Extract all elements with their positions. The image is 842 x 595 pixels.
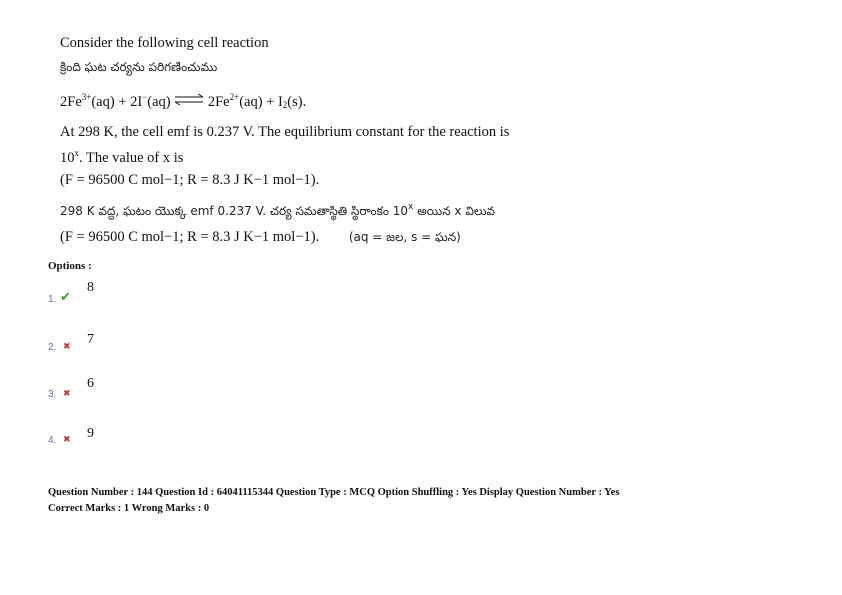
constants-telugu: (F = 96500 C mol−1; R = 8.3 J K−1 mol−1).: [60, 229, 320, 245]
equilibrium-base: 10: [60, 150, 75, 166]
equilibrium-exponent: x: [74, 148, 79, 158]
question-ask: . The value of x is: [79, 150, 184, 166]
option-value: 8: [87, 280, 94, 295]
check-icon: ✔: [60, 290, 71, 305]
reactant-iron3-charge: 3+: [81, 92, 92, 102]
question-text-line1: At 298 K, the cell emf is 0.237 V. The equilibrium constant for the reaction is: [60, 124, 510, 140]
cross-icon: ✖: [63, 435, 71, 445]
question-text-telugu-line1: [60, 204, 495, 221]
options-label: Options :: [48, 260, 92, 272]
cross-icon: ✖: [63, 389, 71, 399]
question-intro-telugu: క్రింది ఘట చర్యను పరిగణించుము: [60, 60, 218, 74]
question-text-line2: [60, 150, 183, 167]
option-value: 6: [87, 376, 94, 391]
iodine-subscript: 2: [282, 100, 288, 110]
product-iron2-charge: 2+: [229, 92, 240, 102]
telugu-exponent: x: [408, 202, 414, 212]
option-value: 7: [87, 332, 94, 347]
product-iron2: 2Fe: [207, 94, 230, 110]
constants-telugu-line: [60, 229, 461, 247]
option-number: 4.: [48, 435, 57, 446]
question-metadata: Question Number : 144 Question Id : 64041115344 Question Type : MCQ Option Shuffling : Yes Display Question Number : Yes: [48, 487, 620, 498]
telugu-text-b: అయిన x విలువ: [413, 204, 496, 218]
equilibrium-arrow-icon: [174, 94, 204, 105]
reaction-equation: [60, 94, 306, 111]
product-iodine-text: (aq) + I: [239, 94, 283, 110]
reactant-iron3: 2Fe: [60, 94, 82, 110]
reactant-iodide-state: (aq): [147, 94, 171, 110]
reactant-iodide-text: (aq) + 2I: [91, 94, 143, 110]
question-intro-english: Consider the following cell reaction: [60, 35, 269, 51]
telugu-text-a: 298 K వద్ద, ఘటం యొక్క emf 0.237 V. చర్య సమతాస్థితి స్థిరాంకం 10: [60, 204, 409, 218]
marks-info: Correct Marks : 1 Wrong Marks : 0: [48, 503, 210, 514]
option-number: 1.: [48, 294, 57, 305]
option-number: 2.: [48, 342, 57, 353]
state-legend-telugu: (aq = జల, s = ఘన): [348, 230, 461, 244]
cross-icon: ✖: [63, 342, 71, 352]
option-value: 9: [87, 426, 94, 441]
constants-english: (F = 96500 C mol−1; R = 8.3 J K−1 mol−1).: [60, 172, 320, 188]
product-iodine-state: (s).: [287, 94, 307, 110]
option-number: 3.: [48, 389, 57, 400]
iodide-charge: −: [142, 92, 148, 102]
